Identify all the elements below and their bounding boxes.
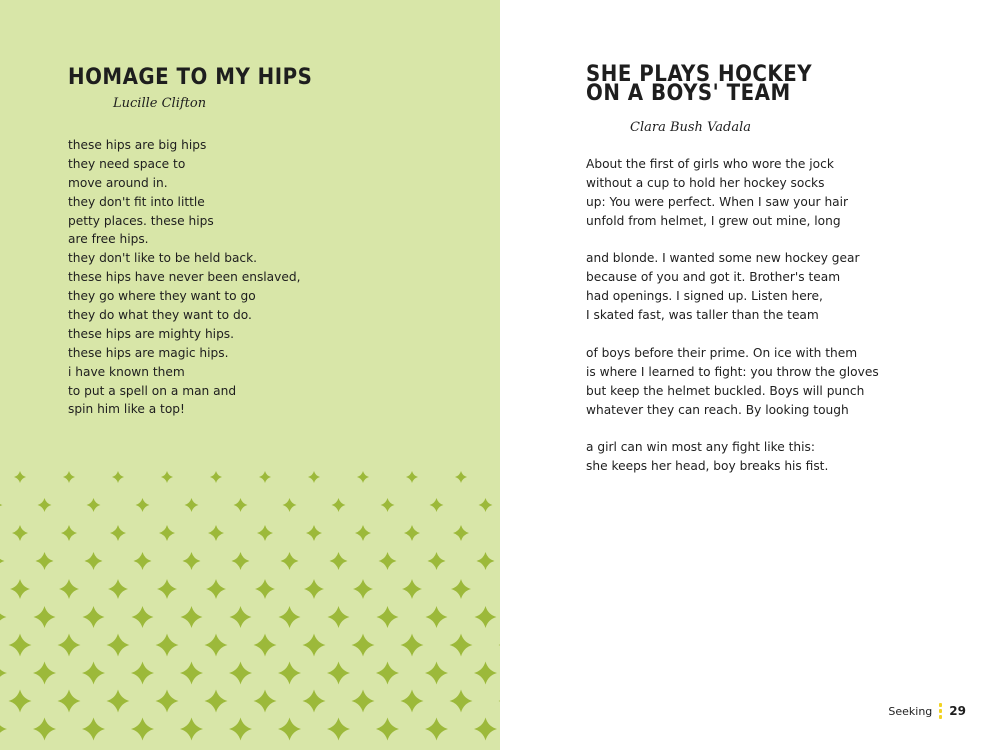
four-point-star-icon (157, 579, 177, 599)
poem-line: had openings. I signed up. Listen here, (586, 289, 823, 304)
poem-line: i have known them (68, 364, 185, 379)
right-page (500, 0, 1000, 750)
four-point-star-icon (308, 471, 320, 483)
four-point-star-icon (328, 606, 350, 628)
four-point-star-icon (257, 525, 273, 541)
four-point-star-icon (425, 662, 448, 685)
four-point-star-icon (259, 471, 271, 483)
four-point-star-icon (132, 606, 154, 628)
poem-line: whatever they can reach. By looking tough (586, 402, 849, 417)
four-point-star-icon (425, 718, 448, 741)
four-point-star-icon (474, 718, 497, 741)
four-point-star-icon (108, 579, 128, 599)
four-point-star-icon (58, 634, 81, 657)
four-point-star-icon (232, 552, 250, 570)
four-point-star-icon (477, 552, 495, 570)
four-point-star-icon (83, 606, 105, 628)
four-point-star-icon (401, 634, 424, 657)
four-point-star-icon (430, 498, 444, 512)
page-footer (888, 703, 966, 719)
poem-line: spin him like a top! (68, 402, 185, 417)
stanza (68, 136, 300, 419)
poem-author: Lucille Clifton (113, 96, 207, 111)
four-point-star-icon (404, 525, 420, 541)
four-point-star-icon (352, 690, 375, 713)
four-point-star-icon (450, 690, 473, 713)
stanza (586, 344, 879, 420)
poem-body (68, 136, 300, 419)
four-point-star-icon (229, 662, 252, 685)
four-point-star-icon (205, 690, 228, 713)
four-point-star-icon (402, 579, 422, 599)
four-point-star-icon (278, 662, 301, 685)
four-point-star-icon (304, 579, 324, 599)
poem-line: I skated fast, was taller than the team (586, 308, 819, 323)
four-point-star-icon (0, 662, 7, 685)
four-point-star-icon (180, 662, 203, 685)
four-point-star-icon (205, 634, 228, 657)
four-point-star-icon (303, 690, 326, 713)
four-point-star-icon (161, 471, 173, 483)
four-point-star-icon (426, 606, 448, 628)
four-point-star-icon (230, 606, 252, 628)
poem-line: of boys before their prime. On ice with them (586, 345, 858, 360)
four-point-star-icon (254, 690, 277, 713)
four-point-star-icon (278, 718, 301, 741)
four-point-star-icon (61, 525, 77, 541)
four-point-star-icon (183, 552, 201, 570)
four-point-star-icon (33, 662, 56, 685)
four-point-star-icon (107, 634, 130, 657)
four-point-star-icon (206, 579, 226, 599)
four-point-star-icon (474, 662, 497, 685)
poem-title-line: ON A BOYS' TEAM (586, 80, 791, 106)
four-point-star-icon (377, 606, 399, 628)
four-point-star-icon (355, 525, 371, 541)
four-point-star-icon (453, 525, 469, 541)
poem-line: is where I learned to fight: you throw the gloves (586, 364, 879, 379)
poem-line: but keep the helmet buckled. Boys will punch (586, 383, 865, 398)
four-point-star-icon (12, 525, 28, 541)
four-point-star-icon (33, 718, 56, 741)
four-point-star-icon (450, 634, 473, 657)
section-name: Seeking (888, 704, 933, 718)
poem-line: she keeps her head, boy breaks his fist. (586, 459, 829, 474)
poem-line: these hips are magic hips. (68, 345, 229, 360)
four-point-star-icon (38, 498, 52, 512)
stanza (586, 155, 879, 231)
vertical-dots-icon (939, 703, 942, 719)
four-point-star-icon (156, 690, 179, 713)
four-point-star-icon (379, 552, 397, 570)
four-point-star-icon (58, 690, 81, 713)
page-number: 29 (949, 704, 966, 718)
poem-title: HOMAGE TO MY HIPS (68, 65, 313, 90)
four-point-star-icon (376, 662, 399, 685)
four-point-star-icon (208, 525, 224, 541)
four-point-star-icon (330, 552, 348, 570)
four-point-star-icon (279, 606, 301, 628)
four-point-star-icon (36, 552, 54, 570)
four-point-star-icon (306, 525, 322, 541)
poem-body (586, 155, 879, 476)
four-point-star-icon (136, 498, 150, 512)
four-point-star-icon (82, 662, 105, 685)
four-point-star-icon (303, 634, 326, 657)
four-point-star-icon (156, 634, 179, 657)
four-point-star-icon (59, 579, 79, 599)
four-point-star-icon (9, 690, 32, 713)
poem-line: to put a spell on a man and (68, 383, 237, 398)
poem-line: are free hips. (68, 232, 149, 247)
poem-line: they need space to (68, 156, 186, 171)
four-point-star-icon (357, 471, 369, 483)
poem-line: because of you and got it. Brother's team (586, 270, 841, 285)
four-point-star-icon (34, 606, 56, 628)
four-point-star-icon (327, 718, 350, 741)
four-point-star-icon (63, 471, 75, 483)
four-point-star-icon (451, 579, 471, 599)
four-point-star-icon (185, 498, 199, 512)
four-point-star-icon (0, 718, 7, 741)
four-point-star-icon (210, 471, 222, 483)
four-point-star-icon (283, 498, 297, 512)
four-point-star-icon (381, 498, 395, 512)
poem-line: they do what they want to do. (68, 308, 252, 323)
four-point-star-icon (180, 718, 203, 741)
four-point-star-icon (110, 525, 126, 541)
poem-line: they don't fit into little (68, 194, 205, 209)
poem-author: Clara Bush Vadala (630, 120, 751, 135)
four-point-star-icon (353, 579, 373, 599)
poem-line: About the first of girls who wore the jock (586, 157, 834, 171)
poem-line: a girl can win most any fight like this: (586, 440, 815, 455)
four-point-star-icon (406, 471, 418, 483)
four-point-star-icon (107, 690, 130, 713)
poem-line: unfold from helmet, I grew out mine, long (586, 213, 841, 228)
four-point-star-icon (9, 634, 32, 657)
four-point-star-icon (352, 634, 375, 657)
four-point-star-icon (131, 718, 154, 741)
four-point-star-icon (479, 498, 493, 512)
poem-line: they go where they want to go (68, 289, 256, 304)
four-point-star-icon (131, 662, 154, 685)
four-point-star-icon (281, 552, 299, 570)
four-point-star-icon (254, 634, 277, 657)
four-point-star-icon (0, 606, 7, 628)
poem-line: and blonde. I wanted some new hockey gear (586, 251, 860, 266)
poem-title-line: SHE PLAYS HOCKEY (586, 62, 813, 87)
four-point-star-icon (0, 552, 5, 570)
four-point-star-icon (401, 690, 424, 713)
four-point-star-icon (87, 498, 101, 512)
poem-line: these hips are big hips (68, 138, 207, 152)
poem-line: move around in. (68, 175, 168, 190)
four-point-star-icon (0, 498, 3, 512)
stanza (586, 438, 879, 476)
poem-line: without a cup to hold her hockey socks (586, 175, 825, 190)
four-point-star-icon (234, 498, 248, 512)
poem-line: petty places. these hips (68, 213, 214, 228)
four-point-star-icon (376, 718, 399, 741)
four-point-star-icon (332, 498, 346, 512)
poem-title (586, 62, 813, 106)
stanza (586, 249, 879, 325)
four-point-star-icon (428, 552, 446, 570)
four-point-star-icon (10, 579, 30, 599)
four-point-star-icon (327, 662, 350, 685)
poem-line: these hips have never been enslaved, (68, 270, 301, 285)
four-point-star-icon (134, 552, 152, 570)
star-pattern (0, 460, 500, 750)
four-point-star-icon (14, 471, 26, 483)
four-point-star-icon (455, 471, 467, 483)
four-point-star-icon (181, 606, 203, 628)
four-point-star-icon (475, 606, 497, 628)
four-point-star-icon (255, 579, 275, 599)
four-point-star-icon (85, 552, 103, 570)
poem-line: these hips are mighty hips. (68, 326, 235, 341)
four-point-star-icon (82, 718, 105, 741)
four-point-star-icon (159, 525, 175, 541)
four-point-star-icon (229, 718, 252, 741)
four-point-star-icon (112, 471, 124, 483)
poem-line: they don't like to be held back. (68, 251, 258, 266)
poem-line: up: You were perfect. When I saw your hair (586, 194, 849, 209)
